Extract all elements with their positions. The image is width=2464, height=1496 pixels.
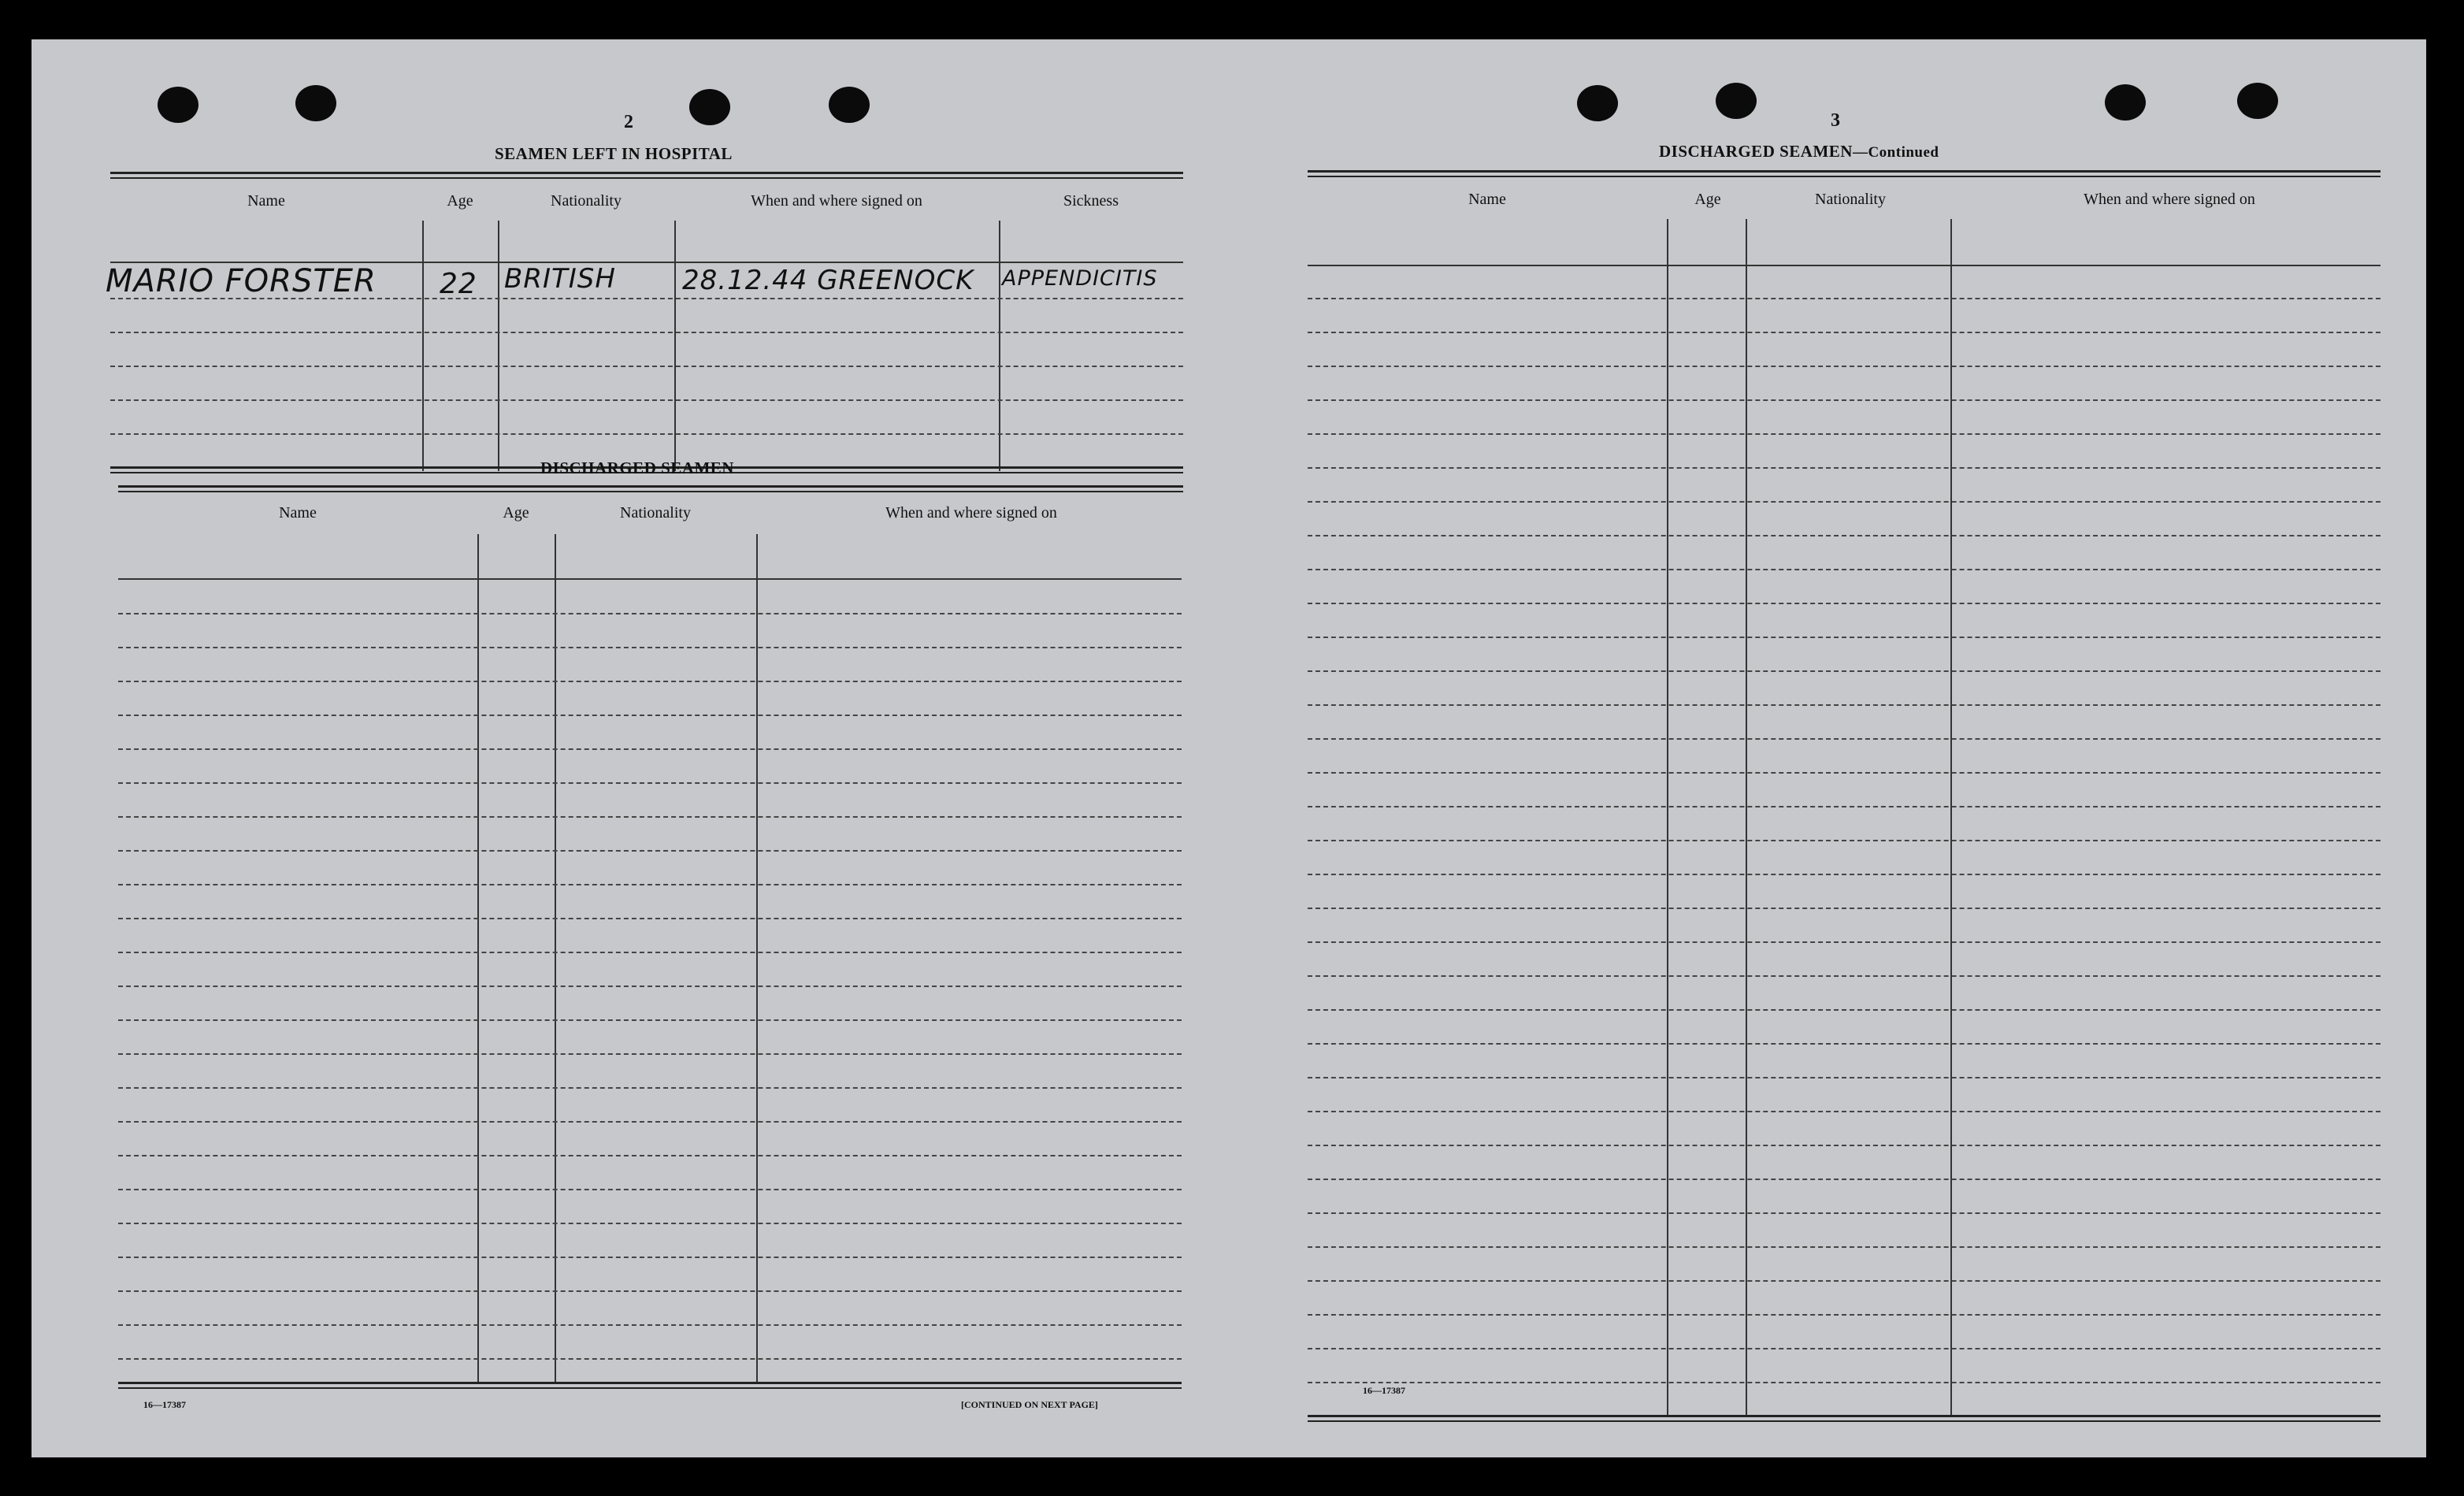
table-row [1308, 1179, 2381, 1180]
table-row [118, 613, 1182, 614]
table-row [118, 1324, 1182, 1326]
column-divider [477, 534, 479, 1382]
table-row [1308, 603, 2381, 604]
column-header-nationality: Nationality [551, 192, 622, 210]
title-rule [118, 485, 1183, 488]
table-row [118, 1223, 1182, 1224]
form-number: 16—17387 [1363, 1385, 1405, 1396]
table-row [118, 1358, 1182, 1360]
table-row [118, 1087, 1182, 1089]
column-divider [756, 534, 758, 1382]
table-row [1308, 433, 2381, 435]
table-row [118, 715, 1182, 716]
table-row [1308, 535, 2381, 536]
table-row [1308, 975, 2381, 977]
handwritten-nationality: BRITISH [504, 263, 616, 295]
table-row [1308, 1314, 2381, 1316]
table-row [1308, 738, 2381, 740]
handwritten-signed-on: 28.12.44 GREENOCK [682, 265, 974, 296]
table-row [118, 1019, 1182, 1021]
table-row [118, 681, 1182, 682]
table-row [118, 1155, 1182, 1156]
table-row [1308, 1382, 2381, 1383]
table-row [1308, 332, 2381, 333]
column-header-name: Name [247, 192, 285, 210]
table-row [1308, 1077, 2381, 1078]
right-page [1260, 39, 2410, 1457]
table-row [118, 850, 1182, 852]
table-row [110, 433, 1183, 435]
discharged-continued-title [1659, 142, 1939, 161]
column-header-nationality: Nationality [620, 504, 691, 522]
header-rule [118, 578, 1182, 580]
table-row [118, 1053, 1182, 1055]
column-header-signed-on: When and where signed on [751, 192, 922, 210]
table-row [118, 952, 1182, 953]
table-row [1308, 670, 2381, 672]
table-row [1308, 501, 2381, 503]
table-row [1308, 637, 2381, 638]
table-row [1308, 941, 2381, 943]
column-divider [1746, 219, 1747, 1415]
table-row [118, 816, 1182, 818]
table-row [118, 1121, 1182, 1123]
handwritten-name: MARIO FORSTER [106, 263, 377, 299]
table-row [118, 1189, 1182, 1190]
table-row [1308, 569, 2381, 570]
hospital-table [106, 180, 1183, 473]
table-row [1308, 1348, 2381, 1349]
table-row [118, 647, 1182, 648]
column-header-age: Age [503, 504, 529, 522]
table-row [1308, 1212, 2381, 1214]
manifest-sheet [32, 39, 2426, 1457]
table-row [1308, 1145, 2381, 1146]
column-header-nationality: Nationality [1815, 191, 1886, 208]
column-divider [1950, 219, 1952, 1415]
table-bottom-rule [118, 1382, 1182, 1384]
column-header-signed-on: When and where signed on [885, 504, 1057, 522]
table-row [1308, 908, 2381, 909]
table-row [118, 986, 1182, 987]
discharged-table [118, 493, 1186, 1391]
form-number: 16—17387 [143, 1399, 186, 1410]
table-row [110, 399, 1183, 401]
column-header-signed-on: When and where signed on [2084, 191, 2255, 208]
discharged-table [1308, 178, 2387, 1416]
table-row [1308, 467, 2381, 469]
title-rule [110, 172, 1183, 174]
table-row [1308, 298, 2381, 299]
left-page [32, 39, 1197, 1457]
table-row [1308, 1280, 2381, 1282]
continued-note: [CONTINUED ON NEXT PAGE] [961, 1399, 1098, 1410]
table-row [110, 366, 1183, 367]
table-row [1308, 1246, 2381, 1248]
title-suffix: —Continued [1852, 144, 1939, 161]
handwritten-sickness: APPENDICITIS [1002, 266, 1158, 291]
table-row [118, 782, 1182, 784]
column-divider [555, 534, 556, 1382]
page-number: 2 [624, 112, 633, 132]
table-row [1308, 840, 2381, 841]
column-header-sickness: Sickness [1063, 192, 1119, 210]
table-row [1308, 1009, 2381, 1011]
handwritten-age: 22 [440, 268, 477, 300]
title-text: DISCHARGED SEAMEN [1659, 142, 1853, 161]
table-row [118, 1257, 1182, 1258]
table-row [1308, 1111, 2381, 1112]
column-header-age: Age [447, 192, 473, 210]
table-row [1308, 1043, 2381, 1045]
column-header-name: Name [1468, 191, 1506, 208]
column-header-age: Age [1694, 191, 1721, 208]
table-row [118, 884, 1182, 885]
header-rule [1308, 265, 2381, 266]
column-divider [1667, 219, 1668, 1415]
table-bottom-rule [1308, 1415, 2381, 1417]
title-rule [1308, 170, 2381, 173]
table-row [1308, 704, 2381, 706]
table-row [1308, 772, 2381, 774]
hospital-section-title: SEAMEN LEFT IN HOSPITAL [495, 144, 733, 163]
table-row [118, 1290, 1182, 1292]
column-header-name: Name [279, 504, 317, 522]
page-number: 3 [1831, 110, 1840, 131]
table-row [110, 332, 1183, 333]
table-row [1308, 806, 2381, 807]
table-row [118, 918, 1182, 919]
table-row [1308, 399, 2381, 401]
table-row [118, 748, 1182, 750]
discharged-section-title: DISCHARGED SEAMEN [540, 458, 734, 477]
table-row [1308, 874, 2381, 875]
table-row [1308, 366, 2381, 367]
